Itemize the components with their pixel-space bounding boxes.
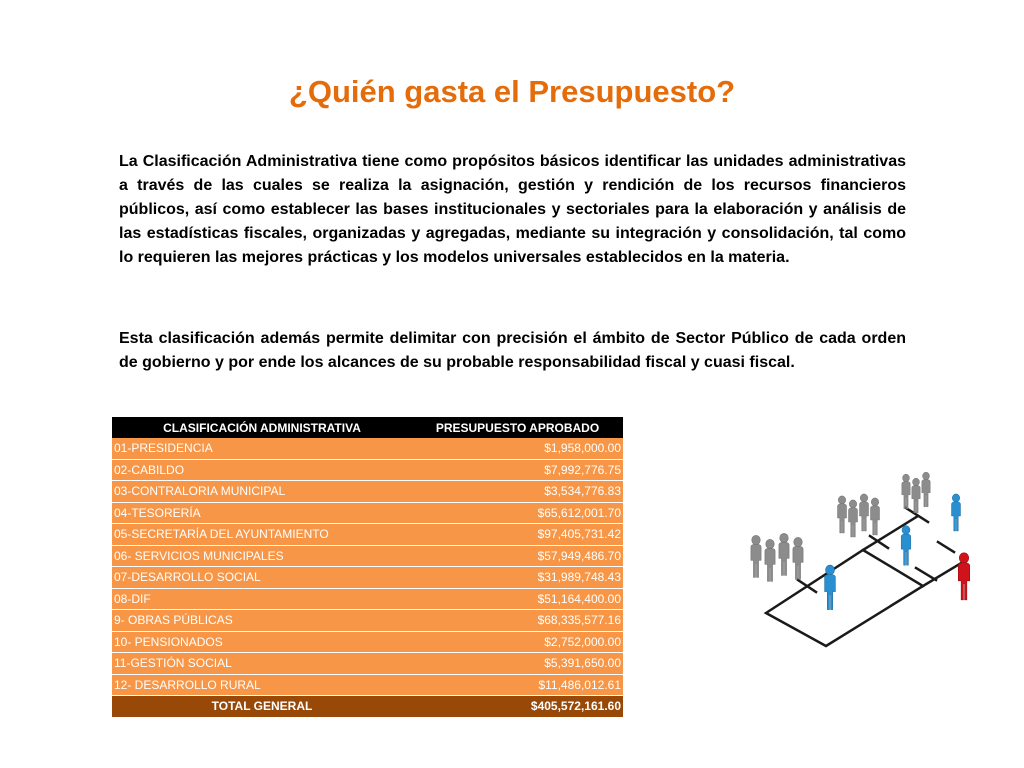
page-title: ¿Quién gasta el Presupuesto? xyxy=(288,74,736,109)
table-row xyxy=(112,545,623,567)
red-leader-figure xyxy=(958,553,969,600)
row-name: 06- SERVICIOS MUNICIPALES xyxy=(112,545,412,567)
row-name: 08-DIF xyxy=(112,588,412,610)
row-name: 07-DESARROLLO SOCIAL xyxy=(112,567,412,589)
row-name: 01-PRESIDENCIA xyxy=(112,438,412,459)
row-amount: $51,164,400.00 xyxy=(412,588,623,610)
row-amount: $11,486,012.61 xyxy=(412,674,623,696)
table-row xyxy=(112,610,623,632)
table-row xyxy=(112,502,623,524)
budget-table xyxy=(112,417,623,717)
row-name: 10- PENSIONADOS xyxy=(112,631,412,653)
table-row xyxy=(112,567,623,589)
row-amount: $3,534,776.83 xyxy=(412,481,623,503)
row-amount: $2,752,000.00 xyxy=(412,631,623,653)
total-row xyxy=(112,696,623,717)
row-amount: $68,335,577.16 xyxy=(412,610,623,632)
intro-paragraph: La Clasificación Administrativa tiene como propósitos básicos identificar las unidades administrativas a través de las cuales se realiza la asignación, gestión y rendición de los recursos financieros públicos, así como establecer las bases institucionales y sectoriales para la elaboración y análisis de las estadísticas fiscales, organizadas y agregadas, mediante su integración y consolidación, tal como lo requieren las mejores prácticas y los modelos universales establecidos en la materia. xyxy=(119,153,906,266)
row-name: 9- OBRAS PÚBLICAS xyxy=(112,610,412,632)
table-row xyxy=(112,438,623,459)
header-clasificacion: CLASIFICACIÓN ADMINISTRATIVA xyxy=(112,417,412,438)
row-name: 02-CABILDO xyxy=(112,459,412,481)
row-amount: $97,405,731.42 xyxy=(412,524,623,546)
table-row xyxy=(112,524,623,546)
org-chart-people-icon xyxy=(738,468,988,658)
row-amount: $65,612,001.70 xyxy=(412,502,623,524)
row-name: 05-SECRETARÍA DEL AYUNTAMIENTO xyxy=(112,524,412,546)
total-amount: $405,572,161.60 xyxy=(412,696,623,717)
row-name: 04-TESORERÍA xyxy=(112,502,412,524)
table-header-row xyxy=(112,417,623,438)
table-row xyxy=(112,459,623,481)
table-row xyxy=(112,631,623,653)
header-presupuesto: PRESUPUESTO APROBADO xyxy=(412,417,623,438)
row-name: 03-CONTRALORIA MUNICIPAL xyxy=(112,481,412,503)
table-row xyxy=(112,674,623,696)
row-amount: $1,958,000.00 xyxy=(412,438,623,459)
row-name: 11-GESTIÓN SOCIAL xyxy=(112,653,412,675)
row-amount: $5,391,650.00 xyxy=(412,653,623,675)
total-label: TOTAL GENERAL xyxy=(112,696,412,717)
row-amount: $57,949,486.70 xyxy=(412,545,623,567)
row-amount: $7,992,776.75 xyxy=(412,459,623,481)
table-row xyxy=(112,588,623,610)
row-amount: $31,989,748.43 xyxy=(412,567,623,589)
scope-paragraph: Esta clasificación además permite delimitar con precisión el ámbito de Sector Público de cada orden de gobierno y por ende los alcances de su probable responsabilidad fiscal y cuasi fiscal. xyxy=(119,330,906,371)
row-name: 12- DESARROLLO RURAL xyxy=(112,674,412,696)
table-row xyxy=(112,481,623,503)
table-row xyxy=(112,653,623,675)
